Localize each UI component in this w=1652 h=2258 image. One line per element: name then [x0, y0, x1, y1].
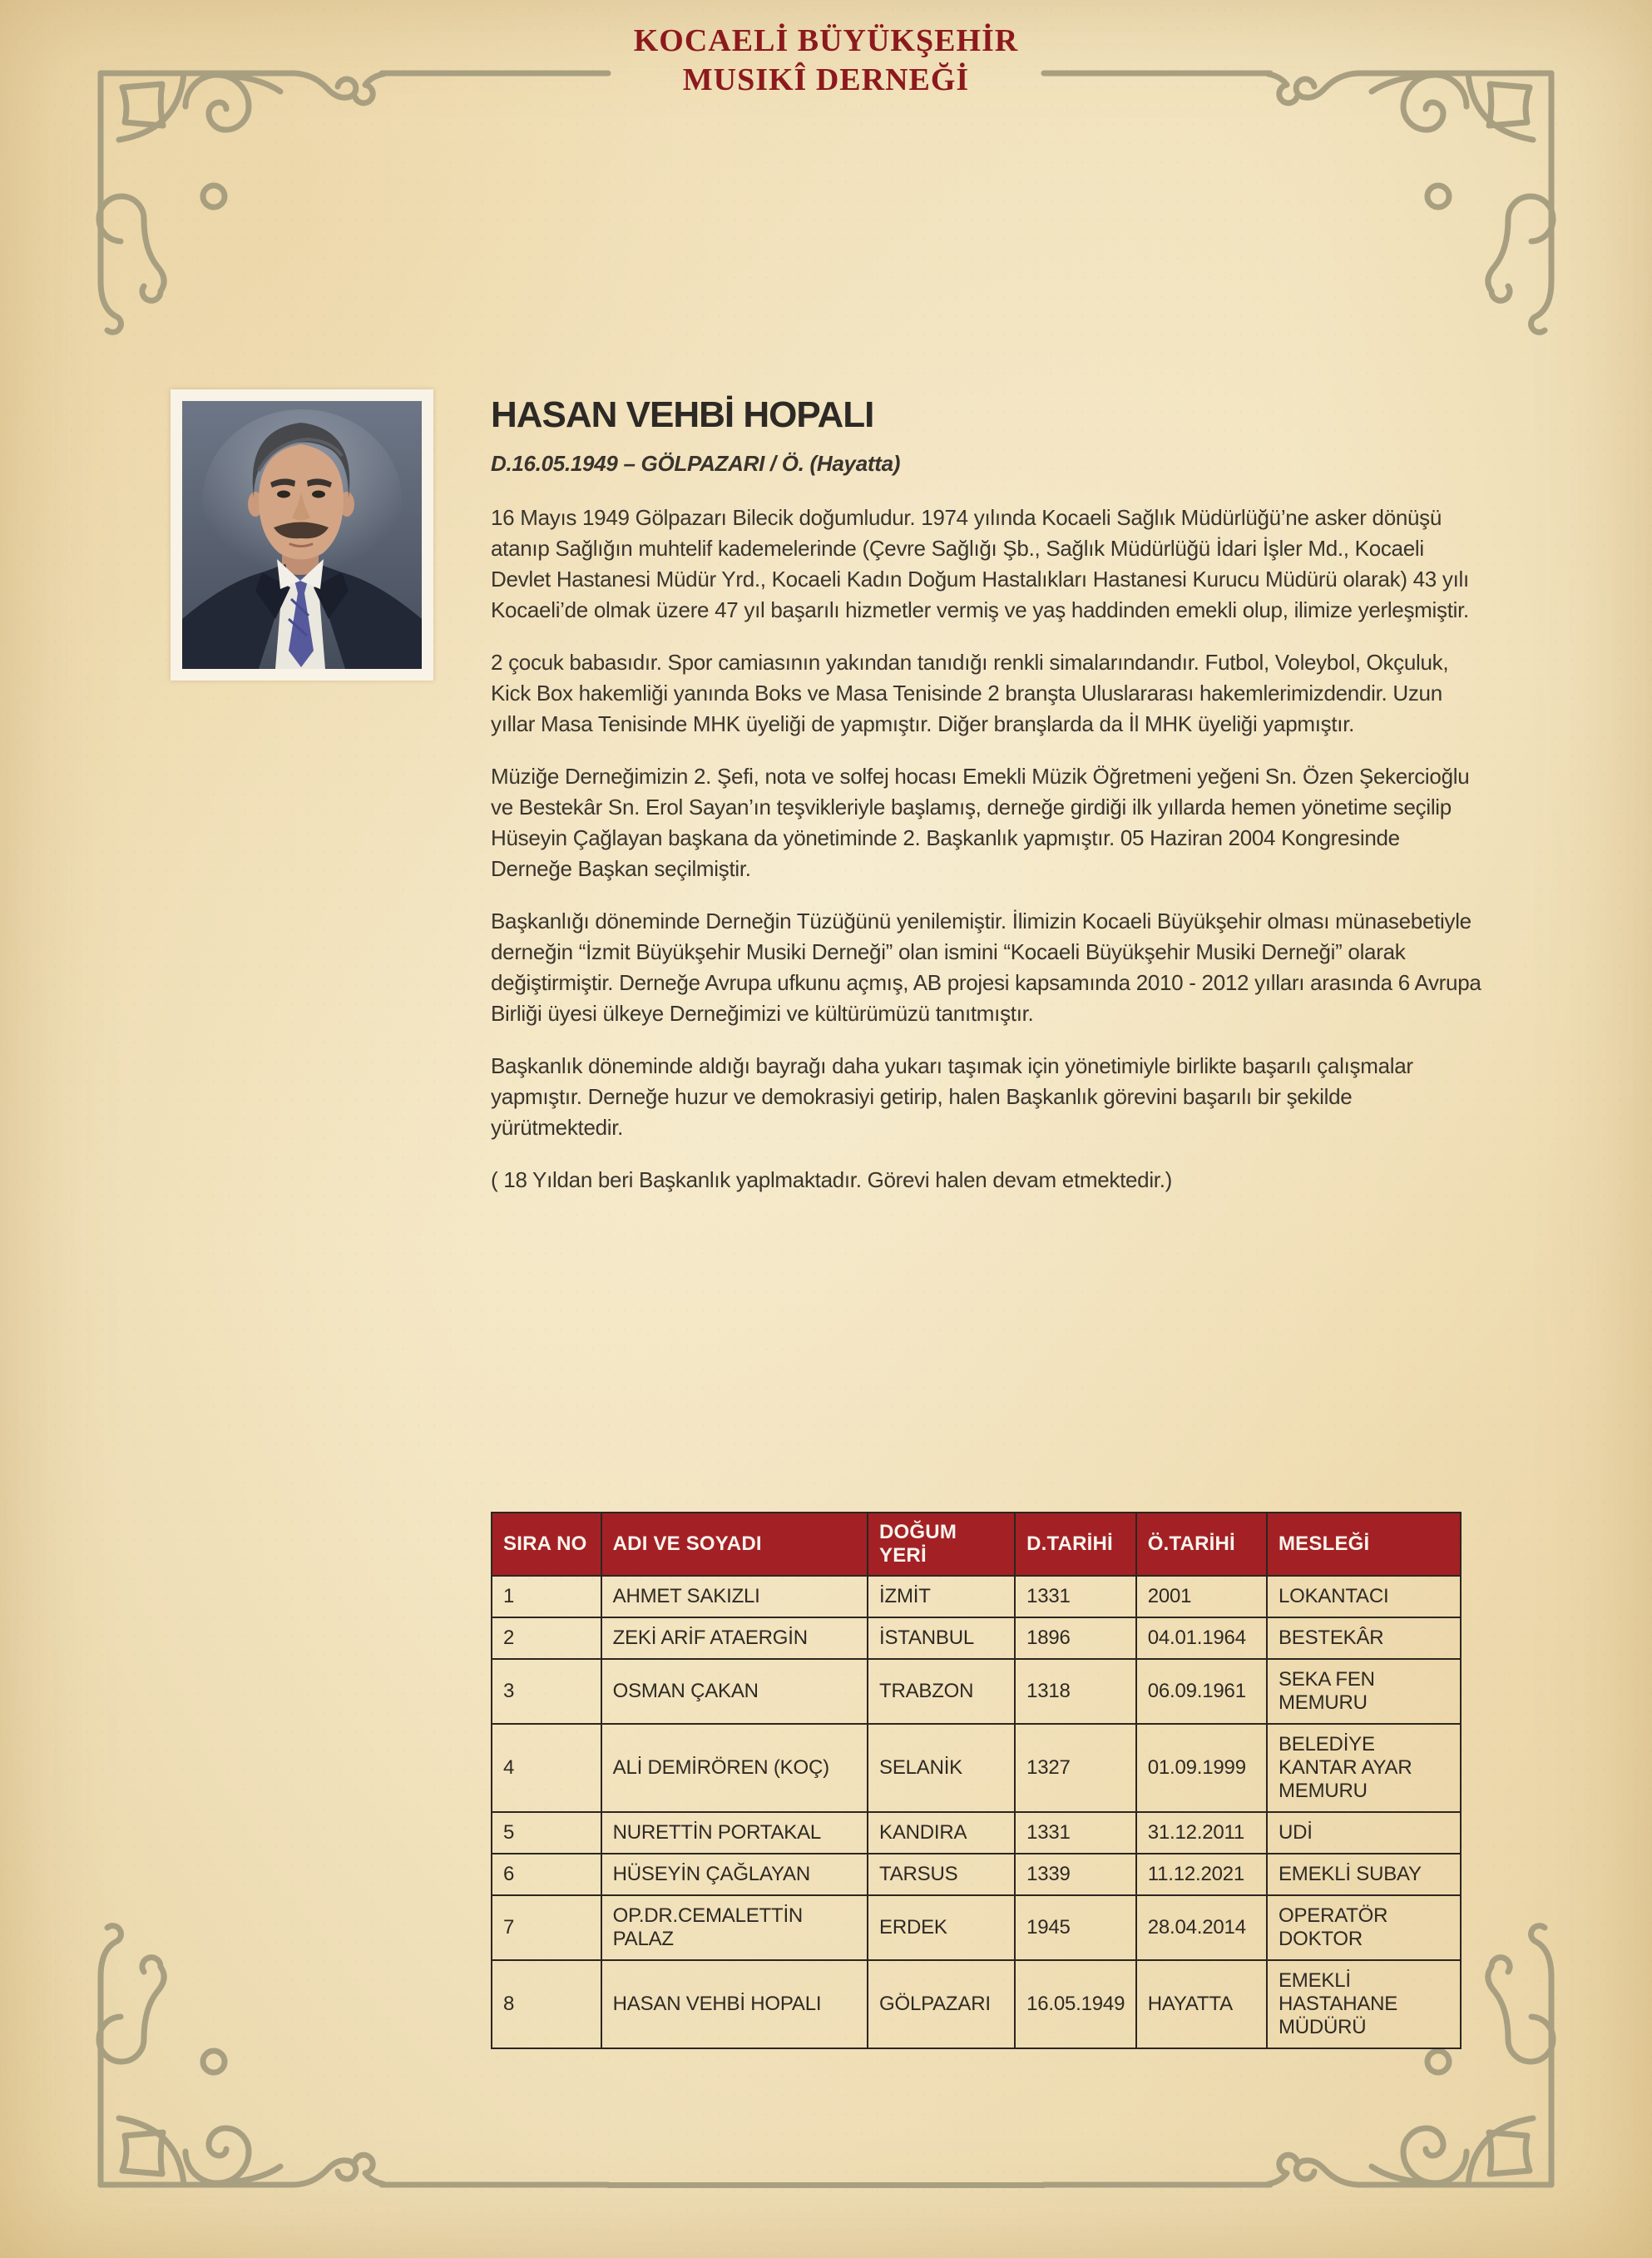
table-row — [492, 1812, 1461, 1854]
table-cell: 31.12.2011 — [1136, 1812, 1267, 1854]
biography-section — [491, 503, 1486, 1217]
members-table — [491, 1512, 1462, 2049]
table-cell: BELEDİYE KANTAR AYAR MEMURU — [1267, 1724, 1461, 1812]
biography-paragraph: 2 çocuk babasıdır. Spor camiasının yakından tanıdığı renkli simalarındandır. Futbol, Voleybol, Okçuluk, Kick Box hakemliği yanında Boks ve Masa Tenisinde 2 branşta Uluslararası hakemlerimizdendir. Uzun yıllar Masa Tenisinde MHK üyeliği de yapmıştır. Diğer branşlarda da İl MHK üyeliği yapmıştır. — [491, 650, 1449, 736]
table-cell: AHMET SAKIZLI — [601, 1576, 868, 1617]
portrait-illustration — [182, 401, 422, 669]
table-cell: TARSUS — [868, 1854, 1015, 1895]
table-cell: OSMAN ÇAKAN — [601, 1659, 868, 1724]
table-row — [492, 1895, 1461, 1960]
table-cell: EMEKLİ HASTAHANE MÜDÜRÜ — [1267, 1960, 1461, 2048]
table-cell: 5 — [492, 1812, 601, 1854]
table-cell: 1 — [492, 1576, 601, 1617]
table-cell: 4 — [492, 1724, 601, 1812]
table-cell: 8 — [492, 1960, 601, 2048]
table-cell: 11.12.2021 — [1136, 1854, 1267, 1895]
portrait-photo — [171, 389, 433, 681]
table-cell: 1318 — [1015, 1659, 1136, 1724]
table-cell: 3 — [492, 1659, 601, 1724]
col-header-adi-ve-soyadi: ADI VE SOYADI — [601, 1513, 868, 1576]
table-cell: UDİ — [1267, 1812, 1461, 1854]
table-cell: 28.04.2014 — [1136, 1895, 1267, 1960]
table-cell: HAYATTA — [1136, 1960, 1267, 2048]
association-title-line1: KOCAELİ BÜYÜKŞEHİR — [633, 23, 1019, 58]
table-cell: 2001 — [1136, 1576, 1267, 1617]
member-lifespan: D.16.05.1949 – GÖLPAZARI / Ö. (Hayatta) — [491, 451, 901, 476]
table-row — [492, 1576, 1461, 1617]
table-cell: 1945 — [1015, 1895, 1136, 1960]
table-cell: GÖLPAZARI — [868, 1960, 1015, 2048]
table-cell: ZEKİ ARİF ATAERGİN — [601, 1617, 868, 1659]
biography-paragraph: Müziğe Derneğimizin 2. Şefi, nota ve solfej hocası Emekli Müzik Öğretmeni yeğeni Sn. Özen Şekercioğlu ve Bestekâr Sn. Erol Sayan’ın teşvikleriyle başlamış, derneğe girdiği ilk yıllarda hemen yönetime seçilip Hüseyin Çağlayan başkana da yönetiminde 2. Başkanlık yapmıştır. 05 Haziran 2004 Kongresinde Derneğe Başkan seçilmiştir. — [491, 764, 1470, 881]
col-header-meslegi: MESLEĞİ — [1267, 1513, 1461, 1576]
table-cell: 1327 — [1015, 1724, 1136, 1812]
table-cell: EMEKLİ SUBAY — [1267, 1854, 1461, 1895]
table-cell: 1339 — [1015, 1854, 1136, 1895]
table-header-row — [492, 1513, 1461, 1576]
table-cell: ERDEK — [868, 1895, 1015, 1960]
member-name-heading: HASAN VEHBİ HOPALI — [491, 394, 874, 435]
table-cell: NURETTİN PORTAKAL — [601, 1812, 868, 1854]
table-row — [492, 1854, 1461, 1895]
table-cell: 16.05.1949 — [1015, 1960, 1136, 2048]
col-header-d-tarihi: D.TARİHİ — [1015, 1513, 1136, 1576]
table-cell: 06.09.1961 — [1136, 1659, 1267, 1724]
col-header-sira-no: SIRA NO — [492, 1513, 601, 1576]
biography-paragraph: Başkanlığı döneminde Derneğin Tüzüğünü yenilemiştir. İlimizin Kocaeli Büyükşehir olması münasebetiyle derneğin “İzmit Büyükşehir Musiki Derneği” olan ismini “Kocaeli Büyükşehir Musiki Derneği” olarak değiştirmiştir. Derneğe Avrupa ufkunu açmış, AB projesi kapsamında 2010 - 2012 yılları arasında 6 Avrupa Birliği üyesi ülkeye Derneğimizi ve kültürümüzü tanıtmıştır. — [491, 909, 1481, 1026]
table-cell: İSTANBUL — [868, 1617, 1015, 1659]
table-cell: HASAN VEHBİ HOPALI — [601, 1960, 868, 2048]
biography-paragraph: Başkanlık döneminde aldığı bayrağı daha yukarı taşımak için yönetimiyle birlikte başarılı çalışmalar yapmıştır. Derneğe huzur ve demokrasiyi getirip, halen Başkanlık görevini başarılı bir şekilde yürütmektedir. — [491, 1053, 1413, 1140]
table-cell: İZMİT — [868, 1576, 1015, 1617]
table-cell: OP.DR.CEMALETTİN PALAZ — [601, 1895, 868, 1960]
table-row — [492, 1724, 1461, 1812]
bottom-border-line — [606, 2182, 1046, 2188]
table-cell: SEKA FEN MEMURU — [1267, 1659, 1461, 1724]
biography-paragraph: ( 18 Yıldan beri Başkanlık yaplmaktadır. Görevi halen devam etmektedir.) — [491, 1167, 1173, 1192]
table-cell: KANDIRA — [868, 1812, 1015, 1854]
table-cell: 7 — [492, 1895, 601, 1960]
table-cell: OPERATÖR DOKTOR — [1267, 1895, 1461, 1960]
table-cell: 1331 — [1015, 1812, 1136, 1854]
table-cell: 04.01.1964 — [1136, 1617, 1267, 1659]
col-header-o-tarihi: Ö.TARİHİ — [1136, 1513, 1267, 1576]
col-header-dogum-yeri: DOĞUM YERİ — [868, 1513, 1015, 1576]
biography-paragraph: 16 Mayıs 1949 Gölpazarı Bilecik doğumludur. 1974 yılında Kocaeli Sağlık Müdürlüğü’ne asker dönüşü atanıp Sağlığın muhtelif kademelerinde (Çevre Sağlığı Şb., Sağlık Müdürlüğü İdari İşler Md., Kocaeli Devlet Hastanesi Müdür Yrd., Kocaeli Kadın Doğum Hastalıkları Hastanesi Kurucu Müdürü olarak) 43 yılı Kocaeli’de olmak üzere 47 yıl başarılı hizmetler vermiş ve yaş haddinden emekli olup, ilimize yerleşmiştir. — [491, 505, 1469, 622]
table-cell: 01.09.1999 — [1136, 1724, 1267, 1812]
table-row — [492, 1659, 1461, 1724]
table-cell: LOKANTACI — [1267, 1576, 1461, 1617]
table-row — [492, 1960, 1461, 2048]
table-row — [492, 1617, 1461, 1659]
table-cell: 1331 — [1015, 1576, 1136, 1617]
association-title — [0, 22, 1652, 100]
table-cell: HÜSEYİN ÇAĞLAYAN — [601, 1854, 868, 1895]
table-cell: ALİ DEMİRÖREN (KOÇ) — [601, 1724, 868, 1812]
table-cell: SELANİK — [868, 1724, 1015, 1812]
table-cell: 1896 — [1015, 1617, 1136, 1659]
table-cell: 2 — [492, 1617, 601, 1659]
table-cell: BESTEKÂR — [1267, 1617, 1461, 1659]
table-cell: 6 — [492, 1854, 601, 1895]
table-cell: TRABZON — [868, 1659, 1015, 1724]
association-title-line2: MUSIKÎ DERNEĞİ — [682, 62, 970, 97]
